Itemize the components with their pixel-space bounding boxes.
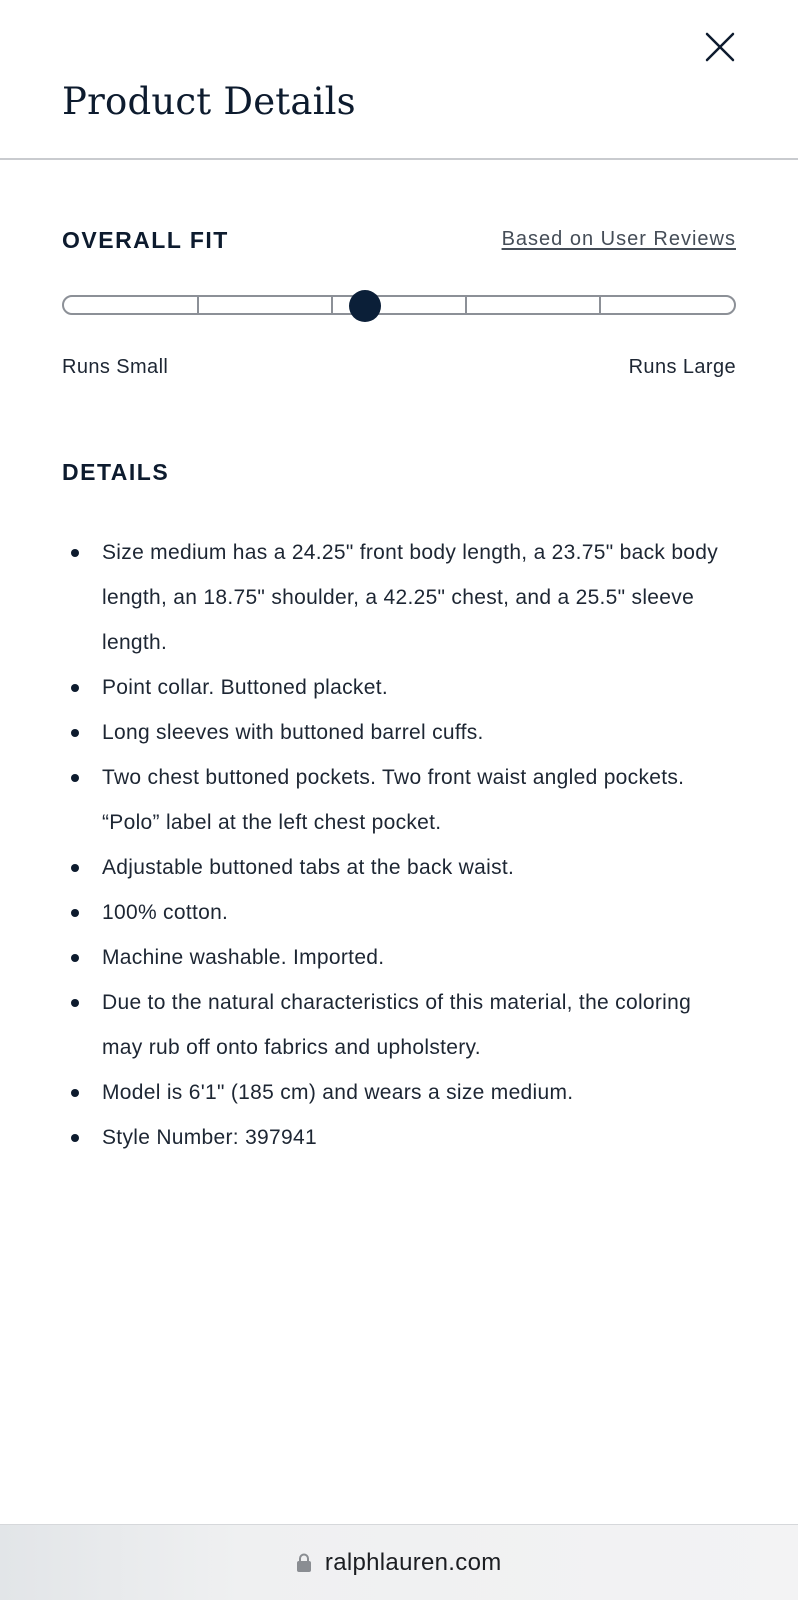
fit-scale-track (62, 295, 736, 315)
fit-scale-divider (465, 297, 467, 313)
fit-scale-divider (197, 297, 199, 313)
runs-small-label: Runs Small (62, 356, 169, 378)
fit-scale-divider (599, 297, 601, 313)
close-button[interactable] (698, 25, 742, 69)
details-list-item: Adjustable buttoned tabs at the back waist. (62, 845, 736, 890)
runs-large-label: Runs Large (628, 356, 736, 378)
details-heading: DETAILS (62, 459, 170, 485)
details-list-item: Point collar. Buttoned placket. (62, 665, 736, 710)
fit-scale-divider (331, 297, 333, 313)
page-title: Product Details (62, 80, 356, 123)
details-list-item: Long sleeves with buttoned barrel cuffs. (62, 710, 736, 755)
details-list-item: Size medium has a 24.25" front body length, a 23.75" back body length, an 18.75" shoulder, a 42.25" chest, and a 25.5" sleeve length. (62, 530, 736, 665)
overall-fit-heading: OVERALL FIT (62, 227, 229, 253)
details-list-item: Machine washable. Imported. (62, 935, 736, 980)
details-list-item: 100% cotton. (62, 890, 736, 935)
details-list (62, 530, 736, 1160)
details-list-item: Due to the natural characteristics of this material, the coloring may rub off onto fabrics and upholstery. (62, 980, 736, 1070)
modal-header (0, 0, 798, 160)
user-reviews-link[interactable]: Based on User Reviews (501, 228, 736, 250)
browser-url-bar[interactable] (0, 1524, 798, 1600)
url-text: ralphlauren.com (324, 1549, 502, 1576)
fit-scale-marker (349, 290, 381, 322)
details-list-item: Two chest buttoned pockets. Two front waist angled pockets. “Polo” label at the left chest pocket. (62, 755, 736, 845)
details-list-item: Model is 6'1" (185 cm) and wears a size medium. (62, 1070, 736, 1115)
close-icon (698, 25, 742, 69)
lock-icon (296, 1553, 312, 1573)
details-list-item: Style Number: 397941 (62, 1115, 736, 1160)
